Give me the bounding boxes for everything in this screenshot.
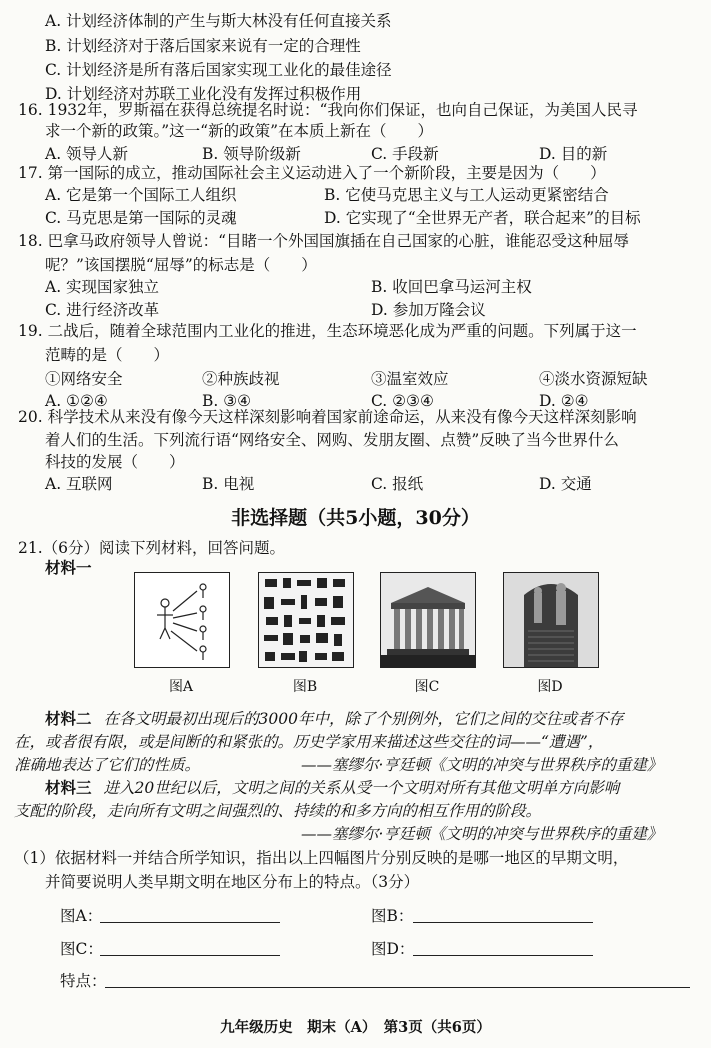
q20-stem-line3: 科技的发展（ ） [45,453,185,471]
figure-d-caption: 图D [537,679,563,695]
material3-label: 材料三 [45,778,92,797]
q15-option-b: B. 计划经济对于落后国家来说有一定的合理性 [45,37,361,55]
figure-c [380,572,476,668]
q21-stem: 21.（6分）阅读下列材料，回答问题。 [18,539,286,557]
blank-label-d: 图D： [371,940,415,958]
q19-item-2: ②种族歧视 [202,370,280,388]
q18-option-d: D. 参加万隆会议 [371,301,486,319]
material2-line2: 在，或者很有限，或是间断的和紧张的。历史学家用来描述这些交往的词——“遭遇”， [14,733,604,751]
q15-option-a: A. 计划经济体制的产生与斯大林没有任何直接关系 [45,12,392,30]
blank-label-b: 图B： [371,907,414,925]
q19-stem-line2: 范畴的是（ ） [45,346,170,364]
q21-sub1-line2: 并简要说明人类早期文明在地区分布上的特点。（3分） [45,873,420,891]
q19-item-1: ①网络安全 [45,370,123,388]
q16-stem-line1: 16. 1932年，罗斯福在获得总统提名时说：“我向你们保证，也向自己保证，为美国人民寻 [18,101,638,119]
figure-d [503,572,599,668]
q17-option-c: C. 马克思是第一国际的灵魂 [45,209,237,227]
page-footer: 九年级历史 期末（A） 第3页（共6页） [220,1019,491,1036]
q20-option-a: A. 互联网 [45,475,113,493]
answer-blank-a[interactable] [100,922,280,923]
q17-option-d: D. 它实现了“全世界无产者，联合起来”的目标 [324,209,641,227]
q16-option-b: B. 领导阶级新 [202,145,301,163]
figure-a-caption: 图A [168,679,194,695]
figure-b-hieroglyphs [259,573,353,667]
q16-option-d: D. 目的新 [539,145,608,163]
answer-blank-b[interactable] [413,922,593,923]
q19-option-d: D. ②④ [539,392,589,410]
feature-label: 特点： [60,972,107,990]
answer-blank-feature[interactable] [105,987,690,988]
q16-stem-line2: 求一个新的政策。”这一“新的政策”在本质上新在（ ） [45,122,434,140]
figure-a-illustration [135,573,229,667]
material2-line3: 准确地表达了它们的性质。 [14,756,201,774]
q20-option-d: D. 交通 [539,475,592,493]
material3-text1: 进入20世纪以后，文明之间的关系从受一个文明对所有其他文明单方向影响 [103,779,620,797]
figure-b-caption: 图B [292,679,318,695]
q21-sub1-line1: （1）依据材料一并结合所学知识，指出以上四幅图片分别反映的是哪一地区的早期文明， [14,849,629,867]
material2-label: 材料二 [45,709,92,728]
figure-c-temple [381,573,475,667]
q18-option-a: A. 实现国家独立 [45,278,160,296]
blank-label-a: 图A： [60,907,103,925]
q19-option-a: A. ①②④ [45,392,108,410]
material2-source: ——塞缪尔·亨廷顿《文明的冲突与世界秩序的重建》 [301,756,663,774]
answer-blank-c[interactable] [100,955,280,956]
q18-option-b: B. 收回巴拿马运河主权 [371,278,532,296]
q20-option-c: C. 报纸 [371,475,424,493]
q18-stem-line2: 呢？”该国摆脱“屈辱”的标志是（ ） [45,256,317,274]
q19-option-b: B. ③④ [202,392,252,410]
q19-item-4: ④淡水资源短缺 [539,370,648,388]
answer-blank-d[interactable] [413,955,593,956]
q15-option-d: D. 计划经济对苏联工业化没有发挥过积极作用 [45,85,362,103]
material2-line1 [45,708,623,730]
q17-option-a: A. 它是第一个国际工人组织 [45,186,237,204]
q20-option-b: B. 电视 [202,475,255,493]
q16-option-c: C. 手段新 [371,145,439,163]
q19-option-c: C. ②③④ [371,392,434,410]
q18-option-c: C. 进行经济改革 [45,301,160,319]
material2-text1: 在各文明最初出现后的3000年中，除了个别例外，它们之间的交往或者不存 [103,710,624,728]
q17-stem: 17. 第一国际的成立，推动国际社会主义运动进入了一个新阶段，主要是因为（ ） [18,164,606,182]
material3-line2: 支配的阶段，走向所有文明之间强烈的、持续的和多方向的相互作用的阶段。 [14,802,542,820]
figure-d-stele [504,573,598,667]
blank-label-c: 图C： [60,940,103,958]
q20-stem-line2: 着人们的生活。下列流行语“网络安全、网购、发朋友圈、点赞”反映了当今世界什么 [45,431,619,449]
figure-a [134,572,230,668]
q16-option-a: A. 领导人新 [45,145,129,163]
figure-c-caption: 图C [414,679,440,695]
material1-label: 材料一 [45,558,92,577]
material3-source: ——塞缪尔·亨廷顿《文明的冲突与世界秩序的重建》 [301,825,663,843]
q15-option-c: C. 计划经济是所有落后国家实现工业化的最佳途径 [45,61,392,79]
q19-item-3: ③温室效应 [371,370,449,388]
q19-stem-line1: 19. 二战后，随着全球范围内工业化的推进，生态环境恶化成为严重的问题。下列属于这一 [18,322,637,340]
q18-stem-line1: 18. 巴拿马政府领导人曾说：“目睹一个外国国旗插在自己国家的心脏，谁能忍受这种屈辱 [18,232,630,250]
q20-stem-line1: 20. 科学技术从来没有像今天这样深刻影响着国家前途命运，从来没有像今天这样深刻影响 [18,408,637,426]
section-title: 非选择题（共5小题，30分） [231,507,480,529]
figure-b [258,572,354,668]
material3-line1 [45,777,619,799]
q17-option-b: B. 它使马克思主义与工人运动更紧密结合 [324,186,609,204]
